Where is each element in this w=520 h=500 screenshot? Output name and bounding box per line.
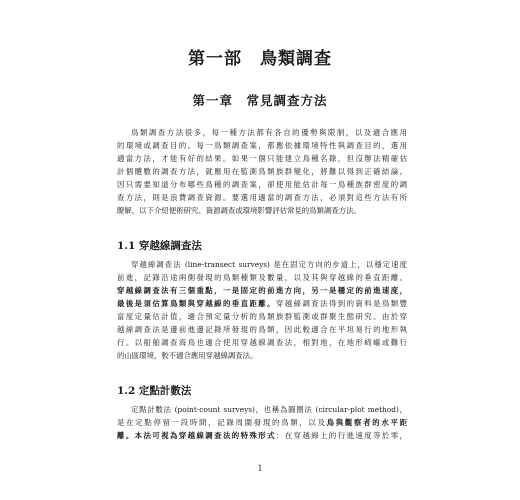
text-line [117, 429, 407, 442]
part-title: 第一部 鳥類調查 [188, 49, 332, 69]
line-rest: 穿越線調查法得到的資料是鳥類豐 [275, 299, 407, 308]
text-line: 因只需要知道分布哪些鳥種的調查案，卻使用能估計每一鳥種族群密度的調 [117, 180, 407, 189]
text-line: 適當方法，才能有好的結果。如果一個只能建立鳥種名錄，但沒辦法精確估 [117, 154, 407, 163]
page-number: 1 [257, 464, 263, 473]
text-line [117, 416, 407, 429]
text-line: 定點計數法 (point-count surveys)，也稱為圓圈法 (circular-plot method)， [131, 405, 407, 414]
section-1-1-paragraph [117, 258, 407, 362]
text-line: 的環境或調查目的。每一鳥類調查案，都應依據環境特性與調查目的，選用 [117, 141, 407, 150]
text-line [117, 297, 407, 310]
bold-phrase: 最後是須估算鳥類與穿越線的垂直距離。 [117, 299, 276, 308]
text-line: 瞭解，以下介紹便術研究、資源調查或環境影響評估常見的鳥類調查方法。 [117, 206, 361, 215]
text-line: 的山區環境，較不適合應用穿越線調查法。 [117, 351, 258, 360]
text-line: 計個體數的調查方法，就應用在監測鳥類族群變化，將難以得到正確結論。 [117, 167, 407, 176]
section-1-2-paragraph [117, 403, 407, 442]
line-start: 是在定點停留一段時間，記錄周圍發現的鳥類，以及 [117, 418, 327, 427]
text-line: 穿越線調查法 (line-transect surveys) 是在固定方向的步道上，以穩定速度 [131, 260, 407, 269]
bold-phrase: 離。本法可視為穿越線調查法的特殊形式 [117, 431, 276, 440]
text-line: 前進，記錄沿途兩側發現的鳥類種類及數量，以及其與穿越線的垂直距離。 [117, 273, 407, 282]
text-line: 行。以船舶調查海鳥也適合使用穿越線調查法，相對地，在地形崎嶇或難行 [117, 338, 407, 347]
intro-paragraph [117, 126, 407, 217]
chapter-title: 第一章 常見調查方法 [192, 93, 328, 108]
text-line: 富度定量估計值，適合預定量分析的鳥類族群監測或群聚生態研究。由於穿 [117, 312, 407, 321]
section-title-1-1: 1.1 穿越線調查法 [117, 240, 202, 252]
text-line: 鳥類調查方法很多，每一種方法都有各自的優勢與限制，以及適合應用 [131, 128, 407, 137]
bold-text-line: 穿越線調查法有三個重點，一是固定的前進方向，另一是穩定的前進速度， [117, 286, 407, 295]
text-line: 查方法，則是浪費調查資源。要選用適當的調查方法，必須對這些方法有所 [117, 193, 407, 202]
line-rest: ：在穿越線上的行進速度等於零， [275, 431, 407, 440]
text-line: 越線調查法是邊前進邊記錄所發現的鳥類，因此較適合在平坦易行的地形執 [117, 325, 407, 334]
bold-phrase: 鳥與觀察者的水平距 [326, 418, 407, 427]
section-title-1-2: 1.2 定點計數法 [117, 385, 192, 397]
